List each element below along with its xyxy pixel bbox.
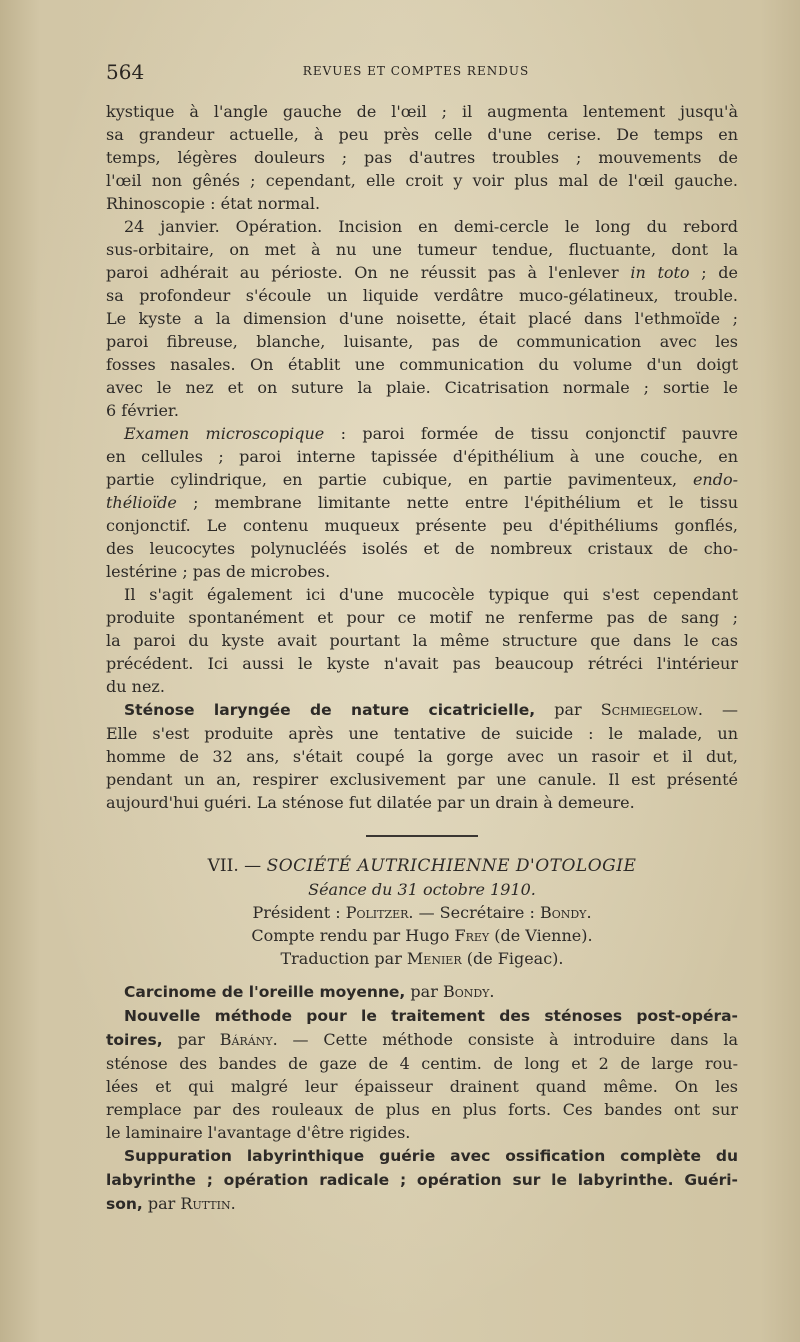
abstract-title: toires, xyxy=(106,1031,163,1049)
text-span: . xyxy=(230,1194,236,1213)
text-line: kystique à l'angle gauche de l'œil ; il augmenta lentement jusqu'à xyxy=(106,102,738,121)
text-line xyxy=(106,980,738,1004)
text-line: avec le nez et on suture la plaie. Cicatrisation normale ; sortie le xyxy=(106,378,738,397)
text-line: fosses nasales. On établit une communication du volume d'un doigt xyxy=(106,355,738,374)
text-span: . — Secrétaire : xyxy=(408,903,540,922)
section-divider xyxy=(366,835,478,837)
author-name: Schmiegelow xyxy=(600,700,698,719)
section-heading xyxy=(106,855,738,878)
text-line xyxy=(106,422,738,445)
text-line: en cellules ; paroi interne tapissée d'épithélium à une couche, en xyxy=(106,447,738,466)
text-span: Compte rendu par Hugo xyxy=(251,926,455,945)
text-line: le laminaire l'avantage d'être rigides. xyxy=(106,1123,411,1142)
abstract-title: Carcinome de l'oreille moyenne, xyxy=(124,983,406,1001)
text-line: conjonctif. Le contenu muqueux présente peu d'épithéliums gonflés, xyxy=(106,516,738,535)
session-date xyxy=(106,878,738,901)
text-line xyxy=(106,468,738,491)
text-line: produite spontanément et pour ce motif ne renferme pas de sang ; xyxy=(106,608,738,627)
text-line: sténose des bandes de gaze de 4 centim. de long et 2 de large rou- xyxy=(106,1054,738,1073)
text-line: remplace par des rouleaux de plus en plus forts. Ces bandes ont sur xyxy=(106,1100,738,1119)
text-line: du nez. xyxy=(106,677,165,696)
author-name: Ruttin xyxy=(180,1194,231,1213)
text-line xyxy=(106,491,738,514)
text-span: ; de xyxy=(689,263,738,282)
text-line xyxy=(106,1028,738,1052)
text-line: pendant un an, respirer exclusivement par une canule. Il est présenté xyxy=(106,770,738,789)
text-span: par xyxy=(162,1030,220,1049)
text-line: sa grandeur actuelle, à peu près celle d'une cerise. De temps en xyxy=(106,125,738,144)
text-span: Président : xyxy=(252,903,346,922)
translation-credit xyxy=(106,947,738,970)
text-line xyxy=(106,261,738,284)
text-span: par xyxy=(405,982,443,1001)
text-line: sa profondeur s'écoule un liquide verdâtre muco-gélatineux, trouble. xyxy=(106,286,738,305)
text-line xyxy=(106,1192,738,1216)
text-span: Traduction par xyxy=(280,949,407,968)
text-line: la paroi du kyste avait pourtant la même structure que dans le cas xyxy=(106,631,738,650)
text-line: aujourd'hui guéri. La sténose fut dilatée par un drain à demeure. xyxy=(106,793,635,812)
text-line: Le kyste a la dimension d'une noisette, était placé dans l'ethmoïde ; xyxy=(106,309,738,328)
text-line: Elle s'est produite après une tentative de suicide : le malade, un xyxy=(106,724,738,743)
text-span: . xyxy=(586,903,592,922)
abstract-title: labyrinthe ; opération radicale ; opération sur le labyrinthe. Guéri- xyxy=(106,1171,738,1189)
italic-span: thélioïde xyxy=(106,493,177,512)
author-name: Politzer xyxy=(345,903,409,922)
abstract-title: son, xyxy=(106,1195,143,1213)
italic-span: endo- xyxy=(692,470,738,489)
text-span: partie cylindrique, en partie cubique, en partie pavimenteux, xyxy=(106,470,693,489)
text-line: l'œil non gênés ; cependant, elle croit y voir plus mal de l'œil gauche. xyxy=(106,171,738,190)
author-name: Bondy xyxy=(539,903,587,922)
text-line: homme de 32 ans, s'était coupé la gorge avec un rasoir et il dut, xyxy=(106,747,738,766)
section-title: SOCIÉTÉ AUTRICHIENNE D'OTOLOGIE xyxy=(266,856,637,876)
text-line: sus-orbitaire, on met à nu une tumeur tendue, fluctuante, dont la xyxy=(106,240,738,259)
author-name: Menier xyxy=(406,949,462,968)
text-line: paroi fibreuse, blanche, luisante, pas de communication avec les xyxy=(106,332,738,351)
text-span: par xyxy=(535,700,601,719)
spacer xyxy=(106,970,738,980)
section-number: VII. — xyxy=(207,856,267,876)
text-line: 6 février. xyxy=(106,401,179,420)
text-span: ; membrane limitante nette entre l'épithélium et le tissu xyxy=(176,493,738,512)
text-span: (de Figeac). xyxy=(461,949,564,968)
text-line: lestérine ; pas de microbes. xyxy=(106,562,331,581)
italic-span: in toto xyxy=(630,263,690,282)
text-span: par xyxy=(142,1194,181,1213)
author-name: Frey xyxy=(454,926,490,945)
text-span: . — Cette méthode consiste à introduire dans la xyxy=(272,1030,738,1049)
italic-span: Séance du 31 octobre 1910. xyxy=(308,880,536,899)
text-line xyxy=(106,1004,738,1028)
text-line: précédent. Ici aussi le kyste n'avait pas beaucoup rétréci l'intérieur xyxy=(106,654,738,673)
italic-span: Examen microscopique xyxy=(124,424,325,443)
text-span: : paroi formée de tissu conjonctif pauvre xyxy=(324,424,739,443)
page-header xyxy=(106,60,726,90)
running-head: REVUES ET COMPTES RENDUS xyxy=(302,64,530,78)
article-body xyxy=(106,100,738,1216)
text-line xyxy=(106,1144,738,1168)
report-credit xyxy=(106,924,738,947)
text-span: (de Vienne). xyxy=(489,926,593,945)
text-line: Rhinoscopie : état normal. xyxy=(106,194,321,213)
text-line xyxy=(106,698,738,722)
abstract-title: Nouvelle méthode pour le traitement des sténoses post-opéra- xyxy=(124,1007,738,1025)
abstract-title: Sténose laryngée de nature cicatricielle, xyxy=(124,701,536,719)
text-line: Il s'agit également ici d'une mucocèle typique qui s'est cependant xyxy=(124,585,738,604)
text-line xyxy=(106,1168,738,1192)
author-name: Bondy xyxy=(442,982,490,1001)
officers-line xyxy=(106,901,738,924)
text-line: lées et qui malgré leur épaisseur drainent quand même. On les xyxy=(106,1077,738,1096)
text-span: . xyxy=(489,982,495,1001)
author-name: Bárány xyxy=(219,1030,273,1049)
text-line: des leucocytes polynucléés isolés et de nombreux cristaux de cho- xyxy=(106,539,738,558)
abstract-title: Suppuration labyrinthique guérie avec ossification complète du xyxy=(124,1147,738,1165)
text-line: 24 janvier. Opération. Incision en demi-cercle le long du rebord xyxy=(124,217,738,236)
page-number: 564 xyxy=(106,60,145,84)
text-span: paroi adhérait au périoste. On ne réussit pas à l'enlever xyxy=(106,263,631,282)
text-line: temps, légères douleurs ; pas d'autres troubles ; mouvements de xyxy=(106,148,738,167)
text-span: . — xyxy=(697,700,739,719)
